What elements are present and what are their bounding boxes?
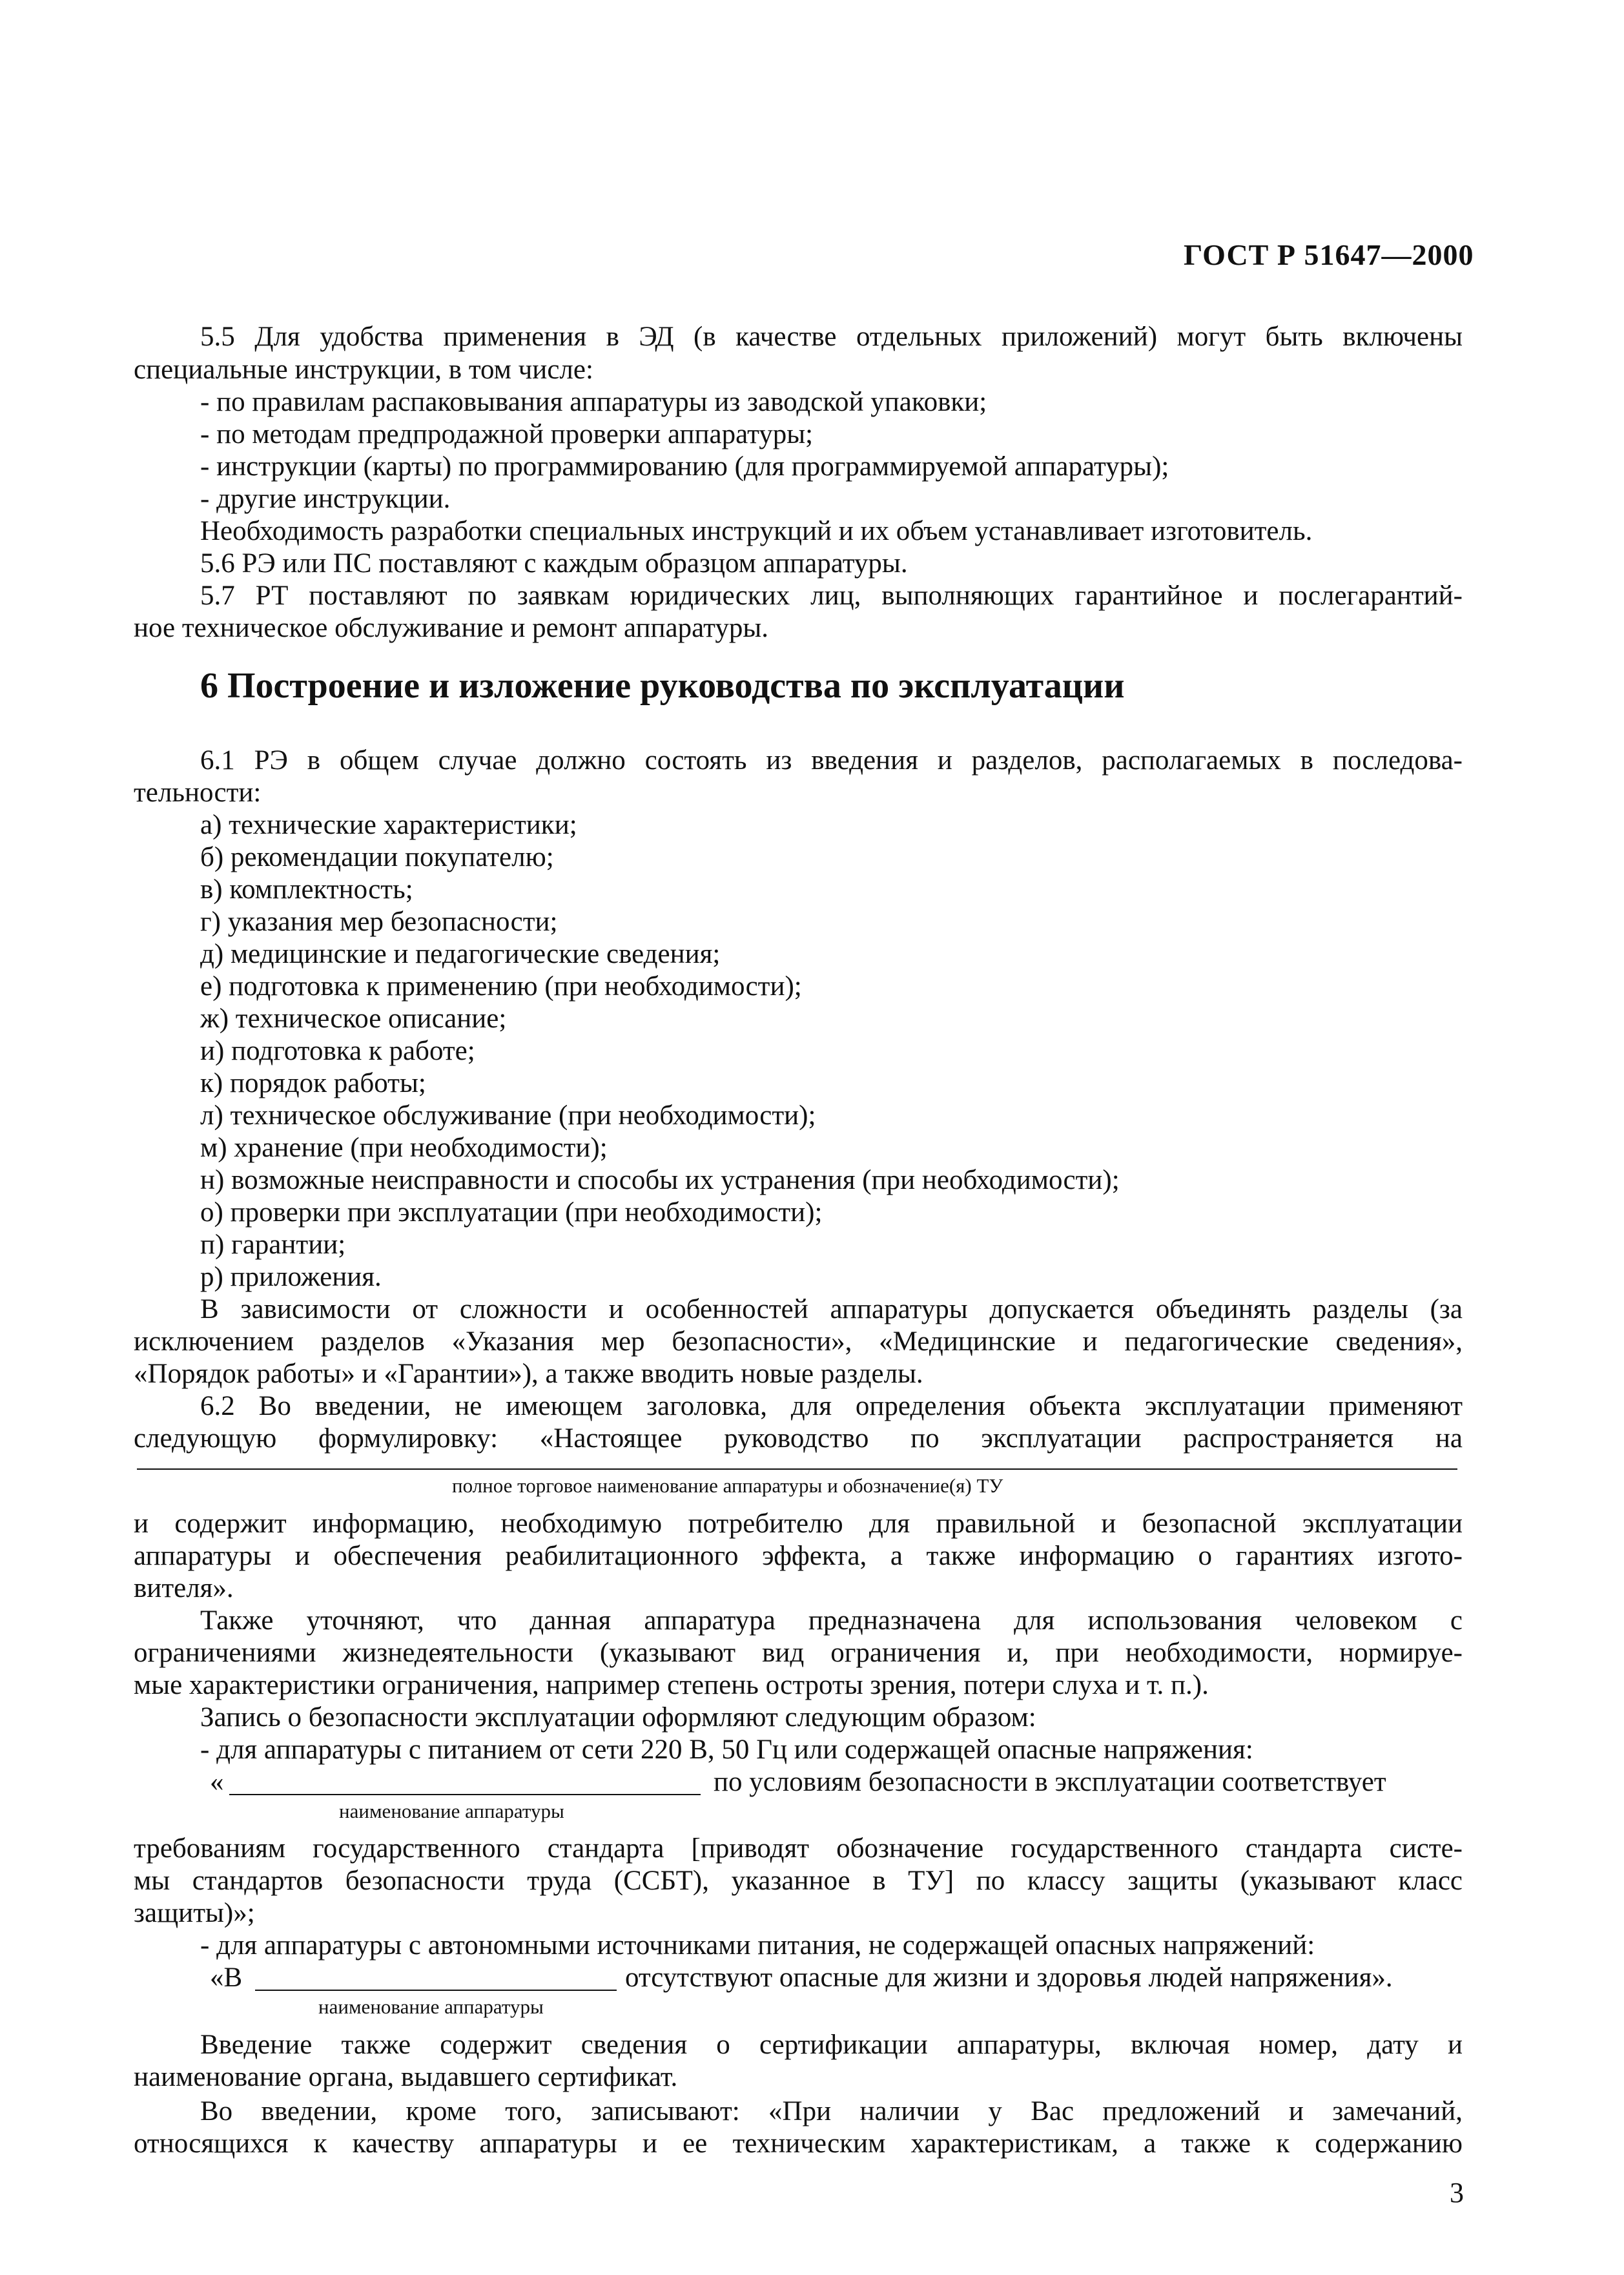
list-item: - по методам предпродажной проверки аппаратуры;	[200, 419, 814, 449]
purpose-line1: Также уточняют, что данная аппаратура предназначена для использования человеком с	[200, 1605, 1463, 1636]
combine-note-line2: исключением разделов «Указания мер безопасности», «Медицинские и педагогические сведения»,	[134, 1326, 1463, 1357]
clause-6-1-line2: тельности:	[134, 777, 262, 808]
battery-quote-text: отсутствуют опасные для жизни и здоровья людей напряжения».	[625, 1962, 1393, 1993]
list-item: к) порядок работы;	[200, 1068, 426, 1098]
list-item: л) техническое обслуживание (при необходимости);	[200, 1100, 816, 1131]
list-item: и) подготовка к работе;	[200, 1036, 475, 1066]
feedback-line1: Во введении, кроме того, записывают: «При наличии у Вас предложений и замечаний,	[200, 2096, 1463, 2126]
list-item: в) комплектность;	[200, 874, 413, 905]
list-item: - другие инструкции.	[200, 484, 451, 514]
clause-5-7-line2: ное техническое обслуживание и ремонт аппаратуры.	[134, 613, 768, 643]
clause-6-2-line2: следующую формулировку: «Настоящее руководство по эксплуатации распространяется на	[134, 1423, 1463, 1454]
document-code: ГОСТ Р 51647—2000	[1184, 238, 1474, 271]
feedback-line2: относящихся к качеству аппаратуры и ее техническим характеристикам, а также к содержанию	[134, 2128, 1463, 2159]
fill-in-caption: наименование аппаратуры	[318, 1995, 544, 2018]
quote-open: «В	[210, 1962, 243, 1993]
combine-note-line3: «Порядок работы» и «Гарантии»), а также вводить новые разделы.	[134, 1359, 923, 1389]
certification-line2: наименование органа, выдавшего сертификат.	[134, 2062, 678, 2092]
contains-line1: и содержит информацию, необходимую потребителю для правильной и безопасной эксплуатации	[134, 1508, 1463, 1539]
list-item: о) проверки при эксплуатации (при необходимости);	[200, 1197, 823, 1228]
mains-item: - для аппаратуры с питанием от сети 220 В, 50 Гц или содержащей опасные напряжения:	[200, 1735, 1253, 1765]
fill-in-line	[255, 1990, 617, 1991]
list-item: м) хранение (при необходимости);	[200, 1133, 608, 1163]
list-item: н) возможные неисправности и способы их устранения (при необходимости);	[200, 1165, 1120, 1195]
clause-6-2-line1: 6.2 Во введении, не имеющем заголовка, для определения объекта эксплуатации применяют	[200, 1391, 1463, 1421]
list-item: ж) техническое описание;	[200, 1004, 507, 1034]
list-item: - по правилам распаковывания аппаратуры из заводской упаковки;	[200, 387, 987, 417]
certification-line1: Введение также содержит сведения о сертификации аппаратуры, включая номер, дату и	[200, 2030, 1463, 2060]
purpose-line2: ограничениями жизнедеятельности (указывают вид ограничения и, при необходимости, нормируе-	[134, 1638, 1463, 1668]
contains-line2: аппаратуры и обеспечения реабилитационного эффекта, а также информацию о гарантиях изгото-	[134, 1541, 1463, 1571]
list-item: б) рекомендации покупателю;	[200, 842, 554, 872]
page-number: 3	[1450, 2177, 1464, 2208]
safety-record-intro: Запись о безопасности эксплуатации оформляют следующим образом:	[200, 1702, 1036, 1733]
mains-quote-text: по условиям безопасности в эксплуатации соответствует	[714, 1767, 1386, 1797]
clause-5-6: 5.6 РЭ или ПС поставляют с каждым образцом аппаратуры.	[200, 548, 908, 579]
contains-line3: вителя».	[134, 1573, 234, 1603]
requirements-line1: требованиям государственного стандарта [приводят обозначение государственного стандарта систе-	[134, 1833, 1463, 1864]
combine-note-line1: В зависимости от сложности и особенностей аппаратуры допускается объединять разделы (за	[200, 1294, 1463, 1324]
necessity-text: Необходимость разработки специальных инструкций и их объем устанавливает изготовитель.	[200, 516, 1313, 546]
fill-in-caption: полное торговое наименование аппаратуры и обозначение(я) ТУ	[452, 1474, 1003, 1497]
section-title: 6 Построение и изложение руководства по эксплуатации	[200, 666, 1125, 706]
clause-5-7-line1: 5.7 РТ поставляют по заявкам юридических лиц, выполняющих гарантийное и послегарантий-	[200, 581, 1463, 611]
requirements-line3: защиты)»;	[134, 1898, 255, 1928]
requirements-line2: мы стандартов безопасности труда (ССБТ), указанное в ТУ] по классу защиты (указывают класс	[134, 1866, 1463, 1896]
quote-open: «	[210, 1767, 224, 1797]
list-item: е) подготовка к применению (при необходимости);	[200, 971, 802, 1002]
fill-in-line	[137, 1468, 1457, 1470]
list-item: р) приложения.	[200, 1262, 382, 1292]
list-item: п) гарантии;	[200, 1230, 346, 1260]
clause-5-5-line1: 5.5 Для удобства применения в ЭД (в качестве отдельных приложений) могут быть включены	[200, 322, 1463, 352]
list-item: г) указания мер безопасности;	[200, 907, 558, 937]
purpose-line3: мые характеристики ограничения, например степень остроты зрения, потери слуха и т. п.).	[134, 1670, 1209, 1700]
fill-in-line	[229, 1794, 701, 1795]
clause-5-5-line2: специальные инструкции, в том числе:	[134, 355, 593, 385]
list-item: д) медицинские и педагогические сведения;	[200, 939, 721, 969]
clause-6-1-line1: 6.1 РЭ в общем случае должно состоять из введения и разделов, располагаемых в последова-	[200, 745, 1463, 776]
fill-in-caption: наименование аппаратуры	[339, 1800, 564, 1822]
list-item: а) технические характеристики;	[200, 810, 577, 840]
list-item: - инструкции (карты) по программированию (для программируемой аппаратуры);	[200, 451, 1169, 482]
battery-item: - для аппаратуры с автономными источниками питания, не содержащей опасных напряжений:	[200, 1930, 1315, 1961]
